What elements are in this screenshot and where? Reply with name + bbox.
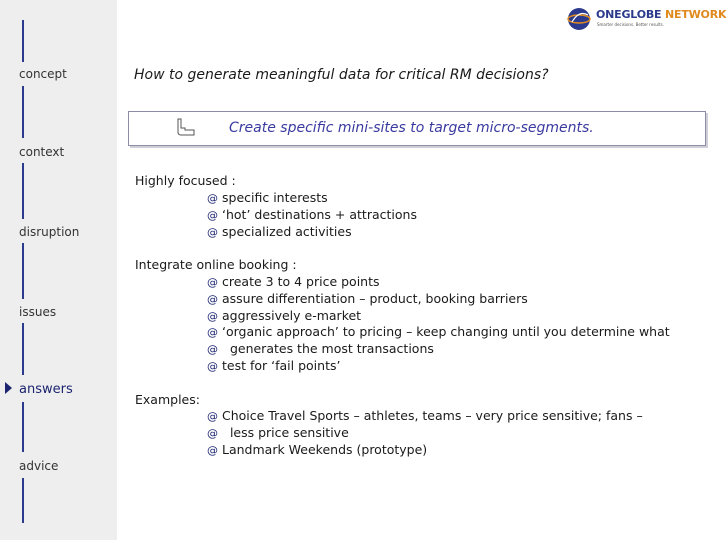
nav-item-advice[interactable]: advice [19, 459, 59, 473]
list-item [207, 324, 670, 339]
section-heading-booking: Integrate online booking : [135, 257, 297, 272]
nav-item-issues[interactable]: issues [19, 305, 57, 319]
nav-item-context[interactable]: context [19, 145, 65, 159]
oneglobe-logo [566, 6, 726, 32]
sidebar-divider [22, 20, 24, 62]
sidebar-divider [22, 163, 24, 219]
at-bullet-icon: @ [207, 293, 218, 306]
at-bullet-icon: @ [207, 192, 218, 205]
at-bullet-icon: @ [207, 276, 218, 289]
list-item-text: create 3 to 4 price points [222, 274, 380, 289]
list-item [207, 274, 380, 289]
list-item-text: ‘organic approach’ to pricing – keep changing until you determine what [222, 324, 670, 339]
callout-text: Create specific mini-sites to target micro-segments. [229, 120, 594, 136]
logo-tagline: Smarter decisions. Better results. [597, 22, 664, 27]
list-item [207, 341, 434, 356]
logo-text-1: ONEGLOBE [596, 8, 665, 21]
sidebar-divider [22, 323, 24, 375]
list-item [207, 308, 361, 323]
list-item-text: less price sensitive [222, 425, 349, 440]
at-bullet-icon: @ [207, 310, 218, 323]
nav-item-concept[interactable]: concept [19, 67, 67, 81]
list-item [207, 224, 352, 239]
list-item-text: aggressively e-market [222, 308, 362, 323]
list-item-text: specific interests [222, 190, 328, 205]
at-bullet-icon: @ [207, 226, 218, 239]
sidebar-divider [22, 478, 24, 523]
at-bullet-icon: @ [207, 427, 218, 440]
at-bullet-icon: @ [207, 343, 218, 356]
list-item [207, 425, 349, 440]
globe-icon [566, 6, 594, 32]
list-item [207, 207, 417, 222]
at-bullet-icon: @ [207, 326, 218, 339]
list-item-text: ‘hot’ destinations + attractions [222, 207, 417, 222]
list-item [207, 291, 528, 306]
page-title: How to generate meaningful data for critical RM decisions? [134, 67, 549, 83]
list-item-text: assure differentiation – product, booking barriers [222, 291, 528, 306]
logo-wordmark [596, 8, 726, 21]
list-item-text: Landmark Weekends (prototype) [222, 442, 428, 457]
sidebar-divider [22, 86, 24, 138]
at-bullet-icon: @ [207, 209, 218, 222]
list-item [207, 190, 328, 205]
list-item-text: test for ‘fail points’ [222, 358, 341, 373]
at-bullet-icon: @ [207, 444, 218, 457]
sidebar-divider [22, 402, 24, 452]
list-item [207, 358, 340, 373]
list-item-text: Choice Travel Sports – athletes, teams – very price sensitive; fans – [222, 408, 643, 423]
callout-box [128, 111, 706, 146]
nav-item-answers[interactable]: answers [19, 382, 73, 397]
sidebar [0, 0, 117, 540]
list-item-text: specialized activities [222, 224, 352, 239]
at-bullet-icon: @ [207, 360, 218, 373]
pointing-hand-icon [175, 118, 197, 138]
section-heading-examples: Examples: [135, 392, 200, 407]
active-arrow-icon [5, 382, 12, 394]
nav-item-disruption[interactable]: disruption [19, 225, 80, 239]
list-item [207, 408, 643, 423]
list-item [207, 442, 427, 457]
sidebar-divider [22, 243, 24, 299]
logo-text-2: NETWORK [665, 8, 726, 21]
list-item-text: generates the most transactions [222, 341, 434, 356]
section-heading-focused: Highly focused : [135, 173, 236, 188]
at-bullet-icon: @ [207, 410, 218, 423]
